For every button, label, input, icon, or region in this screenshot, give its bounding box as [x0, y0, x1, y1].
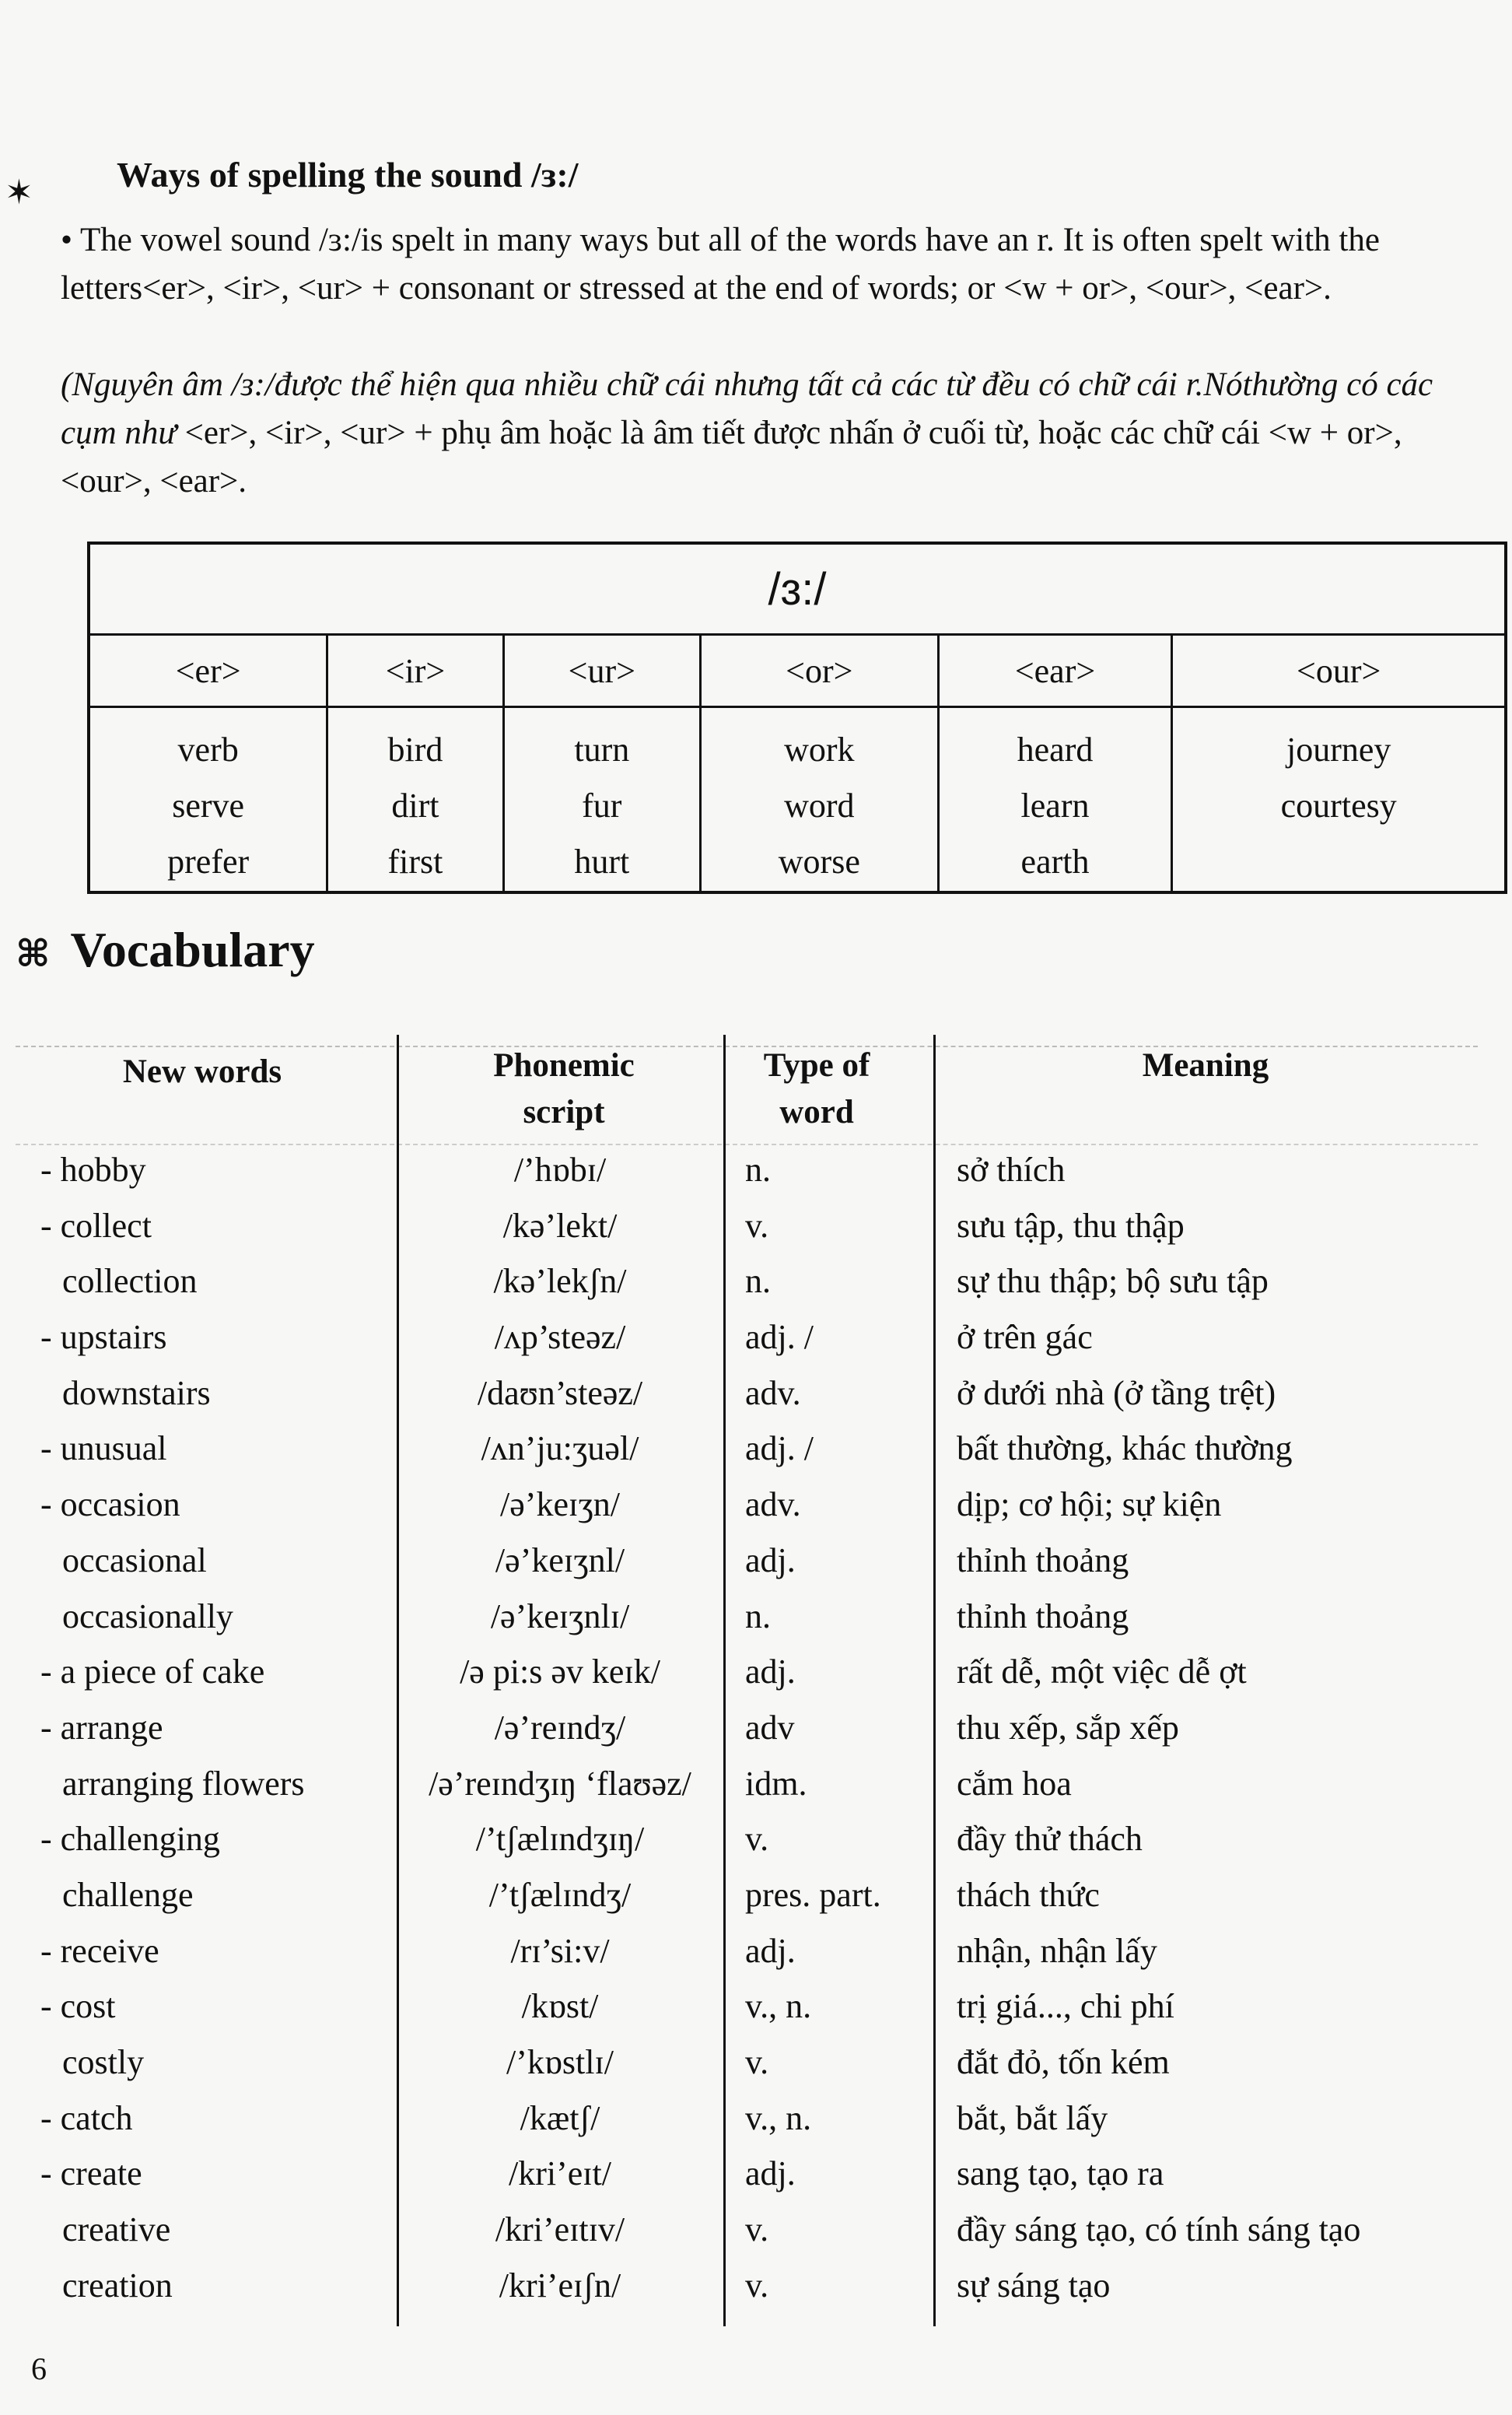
- meaning: nhận, nhận lấy: [957, 1931, 1157, 1970]
- table-row: [0, 1931, 1512, 1987]
- phonemic-script: /daʊn’steəz/: [477, 1373, 643, 1412]
- sound-example-word: verb: [177, 731, 239, 769]
- phonemic-script: /’tʃælɪndʒɪŋ/: [475, 1820, 645, 1859]
- new-word: - collect: [40, 1206, 152, 1245]
- word-type: adj. /: [745, 1429, 814, 1468]
- sound-example-word: bird: [387, 731, 443, 769]
- meaning: trị giá..., chi phí: [957, 1987, 1174, 2026]
- phonemic-script: /kɒst/: [521, 1987, 599, 2026]
- table-row: [0, 1428, 1512, 1484]
- meaning: cắm hoa: [957, 1764, 1072, 1803]
- phonemic-script: /ə’keɪʒn/: [500, 1485, 620, 1524]
- phonemic-script: /’tʃælɪndʒ/: [488, 1875, 632, 1914]
- table-row: [0, 1206, 1512, 1262]
- table-row: [0, 1597, 1512, 1653]
- meaning: đầy sáng tạo, có tính sáng tạo: [957, 2210, 1361, 2249]
- sound-example-word: first: [387, 843, 443, 881]
- table-row: [0, 1150, 1512, 1206]
- word-type: adj.: [745, 2154, 796, 2193]
- sound-col-header: <ear>: [938, 635, 1172, 707]
- sound-example-word: prefer: [167, 843, 250, 881]
- vietnamese-text-italic: (Nguyên âm /ɜ:/được thể hiện qua nhiều chữ cái nhưng tất cả các từ đều có chữ cái r.Nóthường có các cụm như: [61, 366, 1433, 451]
- new-word: occasional: [62, 1540, 207, 1579]
- vocabulary-rows: [0, 1150, 1512, 2321]
- table-row: [0, 1986, 1512, 2042]
- vocabulary-title: Vocabulary: [70, 922, 315, 977]
- phonemic-script: /kri’eɪtɪv/: [495, 2210, 625, 2249]
- new-word: - cost: [40, 1987, 116, 2026]
- new-word: challenge: [62, 1875, 194, 1914]
- phonemic-script: /kri’eɪt/: [509, 2154, 611, 2193]
- sound-col-words: [503, 707, 700, 893]
- table-row: [0, 2210, 1512, 2266]
- table-row: [0, 1317, 1512, 1373]
- meaning: thu xếp, sắp xếp: [957, 1708, 1179, 1747]
- table-row: [0, 1373, 1512, 1429]
- vocabulary-heading: [16, 921, 315, 979]
- table-row: [0, 1540, 1512, 1597]
- sound-spelling-table: [87, 542, 1507, 894]
- sound-example-word: fur: [582, 787, 622, 825]
- header-meaning: Meaning: [1142, 1047, 1269, 1084]
- sound-table-title: /ɜ:/: [89, 543, 1506, 635]
- sound-col-header: <or>: [701, 635, 939, 707]
- meaning: bất thường, khác thường: [957, 1429, 1293, 1468]
- table-row: [0, 2098, 1512, 2154]
- section-heading: Ways of spelling the sound /ɜ:/: [117, 155, 579, 195]
- phonemic-script: /ʌn’ju:ʒuəl/: [481, 1429, 639, 1468]
- vocabulary-symbol-icon: ⌘: [16, 932, 51, 976]
- word-type: v.: [745, 1820, 769, 1859]
- page-number: 6: [31, 2351, 47, 2386]
- phonemic-script: /’kɒstlɪ/: [506, 2043, 614, 2081]
- star-bullet-icon: ✶: [5, 173, 33, 212]
- word-type: adj.: [745, 1931, 796, 1970]
- vietnamese-text-plain: <er>, <ir>, <ur> + phụ âm hoặc là âm tiết được nhấn ở cuối từ, hoặc các chữ cái <w + or>, <our>, <ear>.: [61, 415, 1402, 499]
- word-type: n.: [745, 1151, 771, 1189]
- meaning: thỉnh thoảng: [957, 1540, 1129, 1579]
- meaning: bắt, bắt lấy: [957, 2098, 1108, 2137]
- new-word: - upstairs: [40, 1318, 167, 1357]
- phonemic-script: /ə’keɪʒnl/: [495, 1540, 625, 1579]
- meaning: đắt đỏ, tốn kém: [957, 2043, 1170, 2081]
- word-type: v., n.: [745, 2098, 812, 2137]
- word-type: adv: [745, 1708, 795, 1747]
- english-text: • The vowel sound /ɜ:/is spelt in many ways but all of the words have an r. It is often spelt with the letters<er>, <ir>, <ur> + consonant or stressed at the end of words; or <w + or>, <our>, <ear>.: [61, 222, 1380, 307]
- new-word: - challenging: [40, 1820, 220, 1859]
- table-row: [0, 1261, 1512, 1317]
- sound-example-word: heard: [1017, 731, 1094, 769]
- word-type: adv.: [745, 1485, 801, 1524]
- word-type: adj. /: [745, 1318, 814, 1357]
- sound-col-words: [938, 707, 1172, 893]
- new-word: - a piece of cake: [40, 1653, 265, 1691]
- phonemic-script: /kri’eɪʃn/: [499, 2266, 621, 2305]
- table-row: [0, 2266, 1512, 2322]
- phonemic-script: /kə’lekʃn/: [493, 1262, 627, 1301]
- meaning: sưu tập, thu thập: [957, 1206, 1185, 1245]
- word-type: adv.: [745, 1373, 801, 1412]
- sound-example-word: journey: [1286, 731, 1391, 769]
- new-word: occasionally: [62, 1597, 233, 1635]
- english-paragraph: [61, 216, 1476, 313]
- phonemic-script: /’hɒbɪ/: [513, 1151, 607, 1189]
- header-bottom-rule: [16, 1144, 1478, 1145]
- new-word: - receive: [40, 1931, 159, 1970]
- sound-col-header: <er>: [89, 635, 327, 707]
- word-type: n.: [745, 1262, 771, 1301]
- new-word: costly: [62, 2043, 145, 2081]
- phonemic-script: /rɪ’si:v/: [510, 1931, 610, 1970]
- word-type: v., n.: [745, 1987, 812, 2026]
- word-type: adj.: [745, 1540, 796, 1579]
- word-type: adj.: [745, 1653, 796, 1691]
- sound-example-word: learn: [1020, 787, 1090, 825]
- new-word: - catch: [40, 2098, 133, 2137]
- meaning: rất dễ, một việc dễ ợt: [957, 1653, 1247, 1691]
- header-type: Type of word: [763, 1047, 870, 1130]
- phonemic-script: /ə’reɪndʒɪŋ ‘flaʊəz/: [429, 1764, 691, 1803]
- sound-col-header: <our>: [1172, 635, 1506, 707]
- meaning: thách thức: [957, 1875, 1100, 1914]
- phonemic-script: /ə’reɪndʒ/: [494, 1708, 626, 1747]
- phonemic-script: /ə’keɪʒnlɪ/: [490, 1597, 630, 1635]
- table-row: [0, 1652, 1512, 1708]
- word-type: v.: [745, 2266, 769, 2305]
- meaning: sự thu thập; bộ sưu tập: [957, 1262, 1269, 1301]
- word-type: v.: [745, 2043, 769, 2081]
- new-word: creative: [62, 2210, 171, 2249]
- new-word: - occasion: [40, 1485, 180, 1524]
- table-row: [0, 1764, 1512, 1820]
- new-word: arranging flowers: [62, 1764, 305, 1803]
- meaning: thỉnh thoảng: [957, 1597, 1129, 1635]
- vietnamese-paragraph: [61, 361, 1476, 506]
- meaning: ở trên gác: [957, 1318, 1093, 1357]
- phonemic-script: /ə pi:s əv keɪk/: [460, 1653, 660, 1691]
- phonemic-script: /ʌp’steəz/: [494, 1318, 626, 1357]
- sound-example-word: work: [784, 731, 855, 769]
- phonemic-script: /kætʃ/: [520, 2098, 600, 2137]
- new-word: creation: [62, 2266, 173, 2305]
- new-word: - hobby: [40, 1151, 146, 1189]
- table-row: [0, 1875, 1512, 1931]
- new-word: collection: [62, 1262, 198, 1301]
- word-type: n.: [745, 1597, 771, 1635]
- sound-example-word: dirt: [391, 787, 439, 825]
- table-row: [0, 1708, 1512, 1764]
- sound-example-word: earth: [1020, 843, 1090, 881]
- header-new-words: New words: [122, 1053, 282, 1090]
- new-word: - create: [40, 2154, 142, 2193]
- header-phonemic: Phonemic script: [493, 1047, 635, 1130]
- sound-col-words: [701, 707, 939, 893]
- meaning: ở dưới nhà (ở tầng trệt): [957, 1373, 1276, 1412]
- table-row: [0, 1484, 1512, 1540]
- word-type: v.: [745, 1206, 769, 1245]
- sound-col-words: [327, 707, 503, 893]
- table-row: [0, 2042, 1512, 2098]
- new-word: - arrange: [40, 1708, 163, 1747]
- sound-col-words: [89, 707, 327, 893]
- meaning: sở thích: [957, 1151, 1066, 1189]
- phonemic-script: /kə’lekt/: [502, 1206, 618, 1245]
- new-word: downstairs: [62, 1373, 211, 1412]
- word-type: pres. part.: [745, 1875, 881, 1914]
- meaning: đầy thử thách: [957, 1820, 1143, 1859]
- table-row: [0, 1819, 1512, 1875]
- sound-example-word: serve: [172, 787, 245, 825]
- word-type: idm.: [745, 1764, 807, 1803]
- meaning: sang tạo, tạo ra: [957, 2154, 1164, 2193]
- sound-example-word: worse: [778, 843, 860, 881]
- table-row: [0, 2154, 1512, 2210]
- sound-col-header: <ir>: [327, 635, 503, 707]
- sound-example-word: turn: [574, 731, 630, 769]
- sound-col-header: <ur>: [503, 635, 700, 707]
- sound-example-word: hurt: [574, 843, 630, 881]
- meaning: sự sáng tạo: [957, 2266, 1111, 2305]
- sound-example-word: courtesy: [1280, 787, 1397, 825]
- word-type: v.: [745, 2210, 769, 2249]
- new-word: - unusual: [40, 1429, 167, 1468]
- sound-example-word: word: [784, 787, 855, 825]
- sound-col-words: [1172, 707, 1506, 893]
- meaning: dịp; cơ hội; sự kiện: [957, 1485, 1222, 1524]
